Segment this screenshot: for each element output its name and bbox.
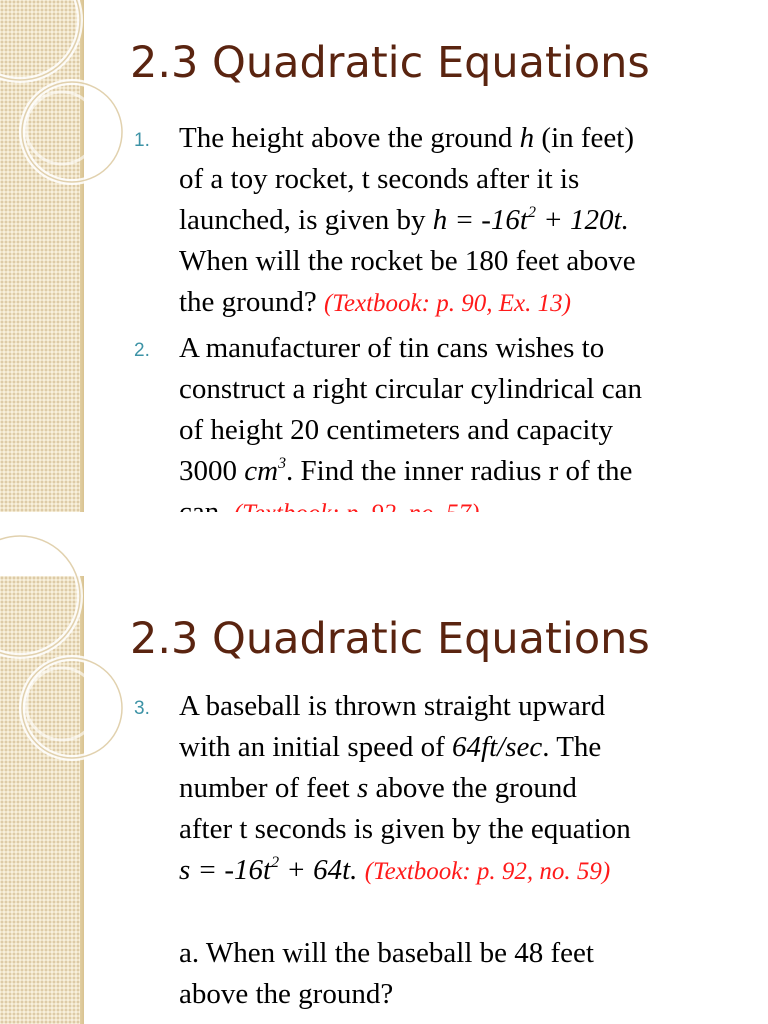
text-line: number of feet s above the ground (179, 772, 577, 804)
text-line: A manufacturer of tin cans wishes to (179, 332, 605, 364)
text-line: of height 20 centimeters and capacity (179, 414, 614, 446)
text-line: construct a right circular cylindrical can (179, 373, 642, 405)
slide-title: 2.3 Quadratic Equations (130, 38, 650, 88)
text-line (179, 850, 739, 892)
problem-text (179, 686, 739, 1015)
decorative-rings-icon (0, 0, 120, 512)
equation: $h = -16t^2 + 120t$. (432, 204, 629, 236)
text-line: The height above the ground h (in feet) (179, 122, 634, 154)
text-line: after t seconds is given by the equation (179, 813, 631, 845)
slide-gap (0, 512, 768, 576)
text-line: 3000 $cm^3$. Find the inner radius r of the (179, 455, 633, 487)
text-line: above the ground? (179, 978, 394, 1010)
text-line: of a toy rocket, t seconds after it is (179, 163, 580, 195)
text-line: the ground? (Textbook: p. 90, Ex. 13) (179, 286, 571, 318)
slide-2 (0, 576, 768, 1024)
blank-line (179, 892, 739, 933)
text-line: When will the rocket be 180 feet above (179, 245, 636, 277)
equation: $s = -16t^2 + 64t$. (179, 854, 358, 886)
text-line: a. When will the baseball be 48 feet (179, 937, 594, 969)
text-line: with an initial speed of 64ft/sec. The (179, 731, 602, 763)
text-line: launched, is given by $h = -16t^2 + 120t$. (179, 204, 629, 236)
textbook-reference: (Textbook: p. 92, no. 59) (364, 858, 611, 885)
decorative-rings-icon (0, 576, 120, 1024)
problem-text (179, 118, 739, 324)
slide-title: 2.3 Quadratic Equations (130, 614, 650, 664)
text-line: A baseball is thrown straight upward (179, 690, 606, 722)
list-number: 1. (134, 130, 150, 151)
problem-text (179, 328, 739, 534)
textbook-reference: (Textbook: p. 90, Ex. 13) (323, 290, 571, 317)
list-number: 3. (134, 698, 150, 719)
list-number: 2. (134, 340, 150, 361)
unit: $cm^3$ (244, 455, 287, 487)
